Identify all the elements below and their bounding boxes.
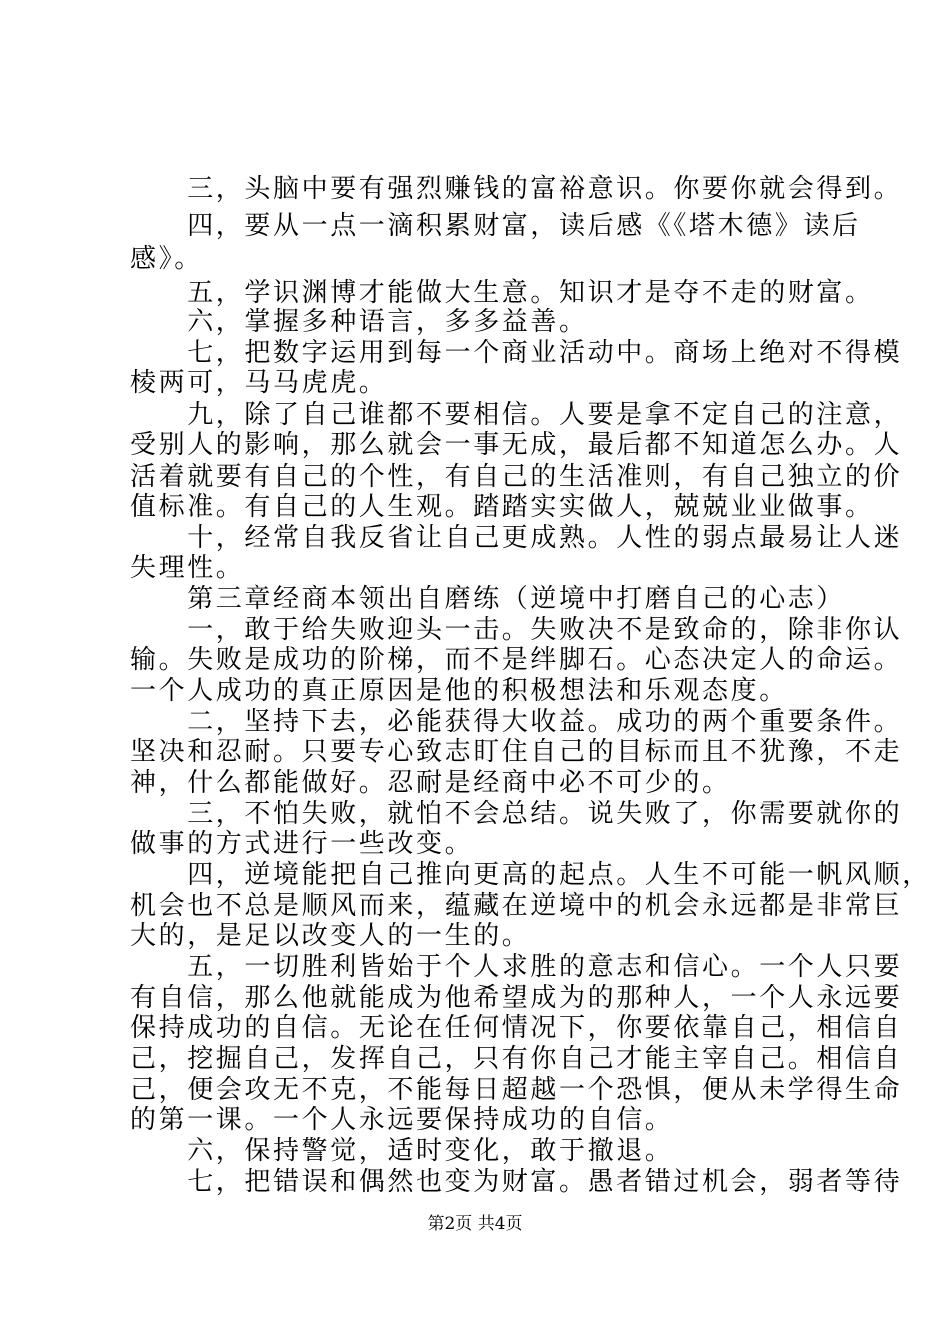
- text-line: 感》。: [130, 244, 203, 274]
- text-line: 一，敢于给失败迎头一击。失败决不是致命的，除非你认: [130, 615, 903, 645]
- text-line: 保持成功的自信。无论在任何情况下，你要依靠自己，相信自: [130, 1013, 903, 1043]
- text-line: 九，除了自己谁都不要相信。人要是拿不定自己的注意，: [130, 400, 903, 430]
- text-line: 二，坚持下去，必能获得大收益。成功的两个重要条件。: [130, 707, 903, 737]
- text-line: 受别人的影响，那么就会一事无成，最后都不知道怎么办。人: [130, 430, 903, 460]
- text-line: 五，学识渊博才能做大生意。知识才是夺不走的财富。: [130, 278, 874, 308]
- text-line: 六，保持警觉，适时变化，敢于撤退。: [130, 1136, 674, 1166]
- text-line: 三，不怕失败，就怕不会总结。说失败了，你需要就你的: [130, 799, 903, 829]
- text-line: 四，要从一点一滴积累财富，读后感《《塔木德》读后: [130, 211, 861, 241]
- text-line: 失理性。: [130, 553, 245, 583]
- text-line: 做事的方式进行一些改变。: [130, 829, 474, 859]
- text-line: 一个人成功的真正原因是他的积极想法和乐观态度。: [130, 676, 788, 706]
- text-line: 己，便会攻无不克，不能每日超越一个恐惧，便从未学得生命: [130, 1075, 903, 1105]
- text-line: 值标准。有自己的人生观。踏踏实实做人，兢兢业业做事。: [130, 492, 874, 522]
- text-line: 的第一课。一个人永远要保持成功的自信。: [130, 1105, 674, 1135]
- text-line: 十，经常自我反省让自己更成熟。人性的弱点最易让人迷: [130, 523, 903, 553]
- text-line: 大的，是足以改变人的一生的。: [130, 921, 531, 951]
- text-line: 五，一切胜利皆始于个人求胜的意志和信心。一个人只要: [130, 952, 903, 982]
- text-line: 神，什么都能做好。忍耐是经商中必不可少的。: [130, 768, 731, 798]
- text-line: 输。失败是成功的阶梯，而不是绊脚石。心态决定人的命运。: [130, 645, 903, 675]
- text-line: 七，把数字运用到每一个商业活动中。商场上绝对不得模: [130, 338, 903, 368]
- text-line: 三，头脑中要有强烈赚钱的富裕意识。你要你就会得到。: [130, 174, 903, 204]
- text-line: 棱两可，马马虎虎。: [130, 368, 388, 398]
- text-line: 坚决和忍耐。只要专心致志盯住自己的目标而且不犹豫，不走: [130, 737, 903, 767]
- page-number-footer: 第2页 共4页: [427, 1214, 523, 1234]
- text-line: 四，逆境能把自己推向更高的起点。人生不可能一帆风顺，: [130, 860, 931, 890]
- text-line: 有自信，那么他就能成为他希望成为的那种人，一个人永远要: [130, 983, 903, 1013]
- text-line: 活着就要有自己的个性，有自己的生活准则，有自己独立的价: [130, 462, 903, 492]
- text-line: 机会也不总是顺风而来，蕴藏在逆境中的机会永远都是非常巨: [130, 891, 903, 921]
- section-heading: 第三章经商本领出自磨练（逆境中打磨自己的心志）: [130, 584, 846, 614]
- text-line: 六，掌握多种语言，多多益善。: [130, 307, 588, 337]
- text-line: 己，挖掘自己，发挥自己，只有你自己才能主宰自己。相信自: [130, 1044, 903, 1074]
- text-line: 七，把错误和偶然也变为财富。愚者错过机会，弱者等待: [130, 1167, 903, 1197]
